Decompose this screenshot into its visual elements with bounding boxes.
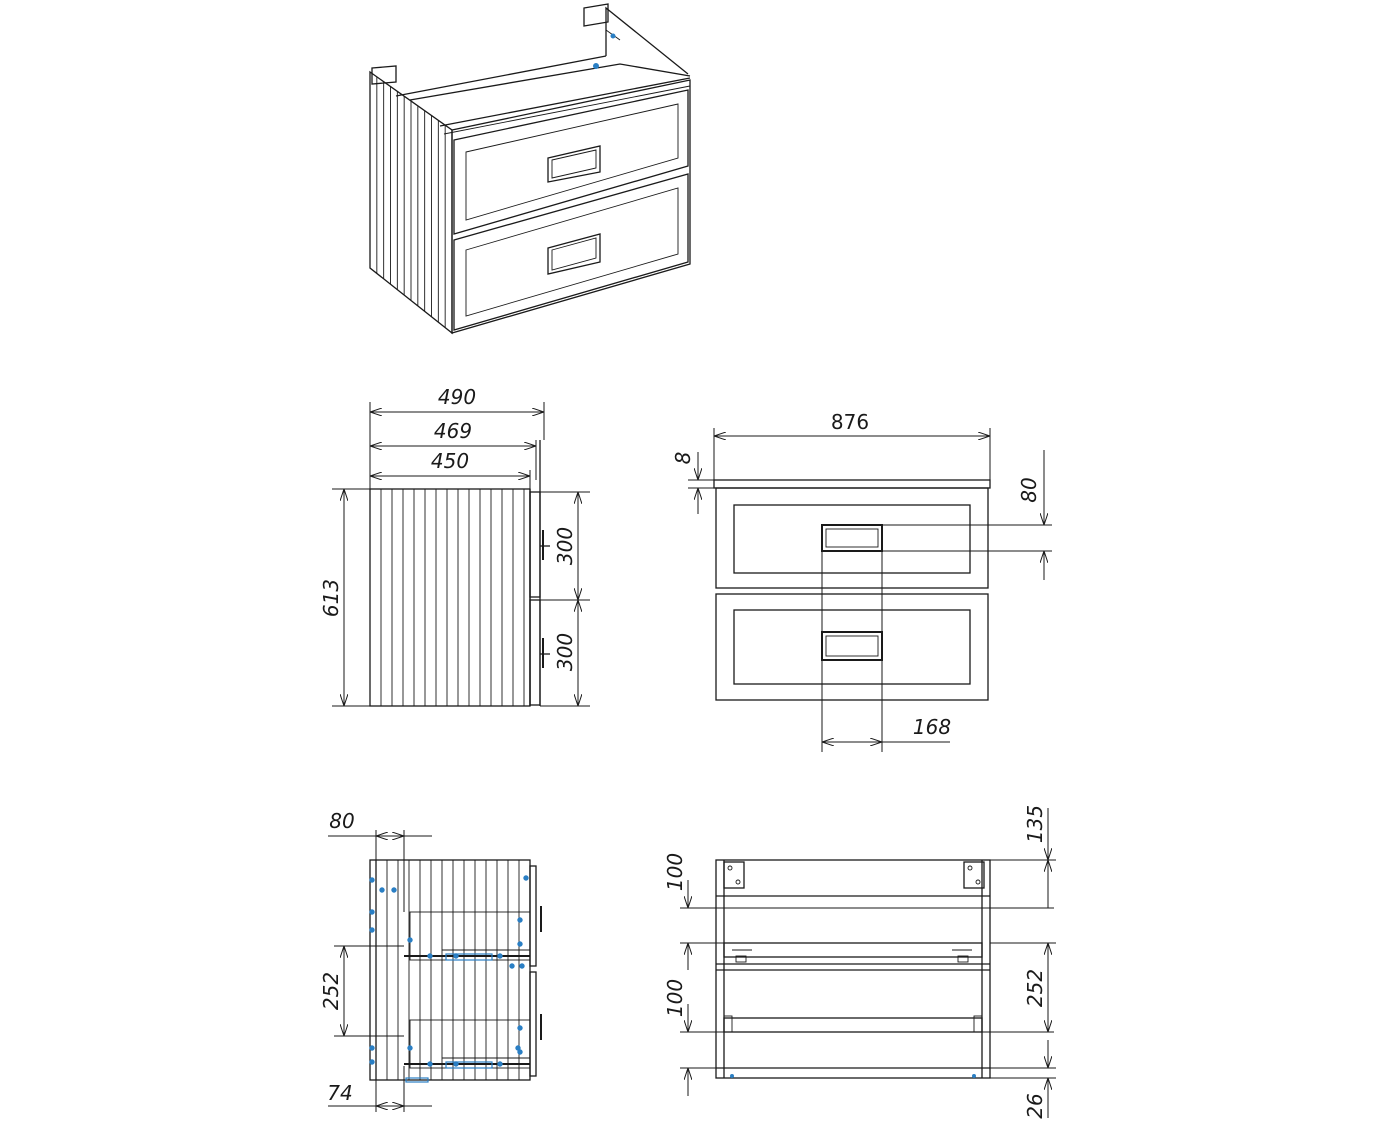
hardware-dot	[518, 1050, 522, 1054]
dim-168: 168	[912, 715, 952, 739]
rear-view	[663, 805, 1056, 1119]
hardware-dot	[518, 918, 522, 922]
section-hardware	[370, 876, 528, 1082]
dim-8: 8	[671, 451, 695, 465]
iso-hardware-dot	[611, 34, 615, 38]
hardware-dot	[408, 1046, 412, 1050]
dim-876: 876	[830, 410, 870, 434]
dim-300-lower: 300	[553, 632, 577, 672]
hardware-dot	[392, 888, 396, 892]
hardware-dot	[370, 910, 374, 914]
section-slats	[387, 860, 519, 1080]
hardware-dot	[370, 1060, 374, 1064]
hardware-dot	[520, 964, 524, 968]
side-slats	[381, 489, 524, 706]
hardware-dot	[428, 954, 432, 958]
front-view	[671, 410, 1052, 752]
hardware-dot	[370, 928, 374, 932]
side-section-view	[319, 809, 541, 1112]
iso-hardware-dot	[594, 64, 599, 69]
hardware-dot	[498, 1062, 502, 1066]
dim-613: 613	[319, 578, 343, 618]
dim-469: 469	[433, 419, 473, 443]
dim-80-handle: 80	[1017, 477, 1041, 503]
hardware-dot	[498, 954, 502, 958]
hardware-dot	[370, 1046, 374, 1050]
dim-252-section: 252	[319, 971, 343, 1011]
dim-74: 74	[327, 1081, 353, 1105]
hardware-dot	[408, 938, 412, 942]
hardware-dot	[428, 1062, 432, 1066]
side-view	[319, 385, 590, 706]
dim-450: 450	[430, 449, 470, 473]
dim-80-top: 80	[329, 809, 355, 833]
hardware-dot	[518, 942, 522, 946]
dim-26: 26	[1023, 1093, 1047, 1119]
hardware-dot	[518, 1026, 522, 1030]
dim-252-rear: 252	[1023, 968, 1047, 1008]
hardware-dot	[370, 878, 374, 882]
dim-100-upper: 100	[663, 852, 687, 892]
hardware-dot	[524, 876, 528, 880]
dim-300-upper: 300	[553, 526, 577, 566]
iso-side-slats	[377, 77, 445, 328]
dim-135: 135	[1023, 804, 1047, 844]
isometric-view	[370, 4, 690, 333]
dim-490: 490	[437, 385, 477, 409]
hardware-dot	[380, 888, 384, 892]
hardware-dot	[510, 964, 514, 968]
dim-100-lower: 100	[663, 978, 687, 1018]
